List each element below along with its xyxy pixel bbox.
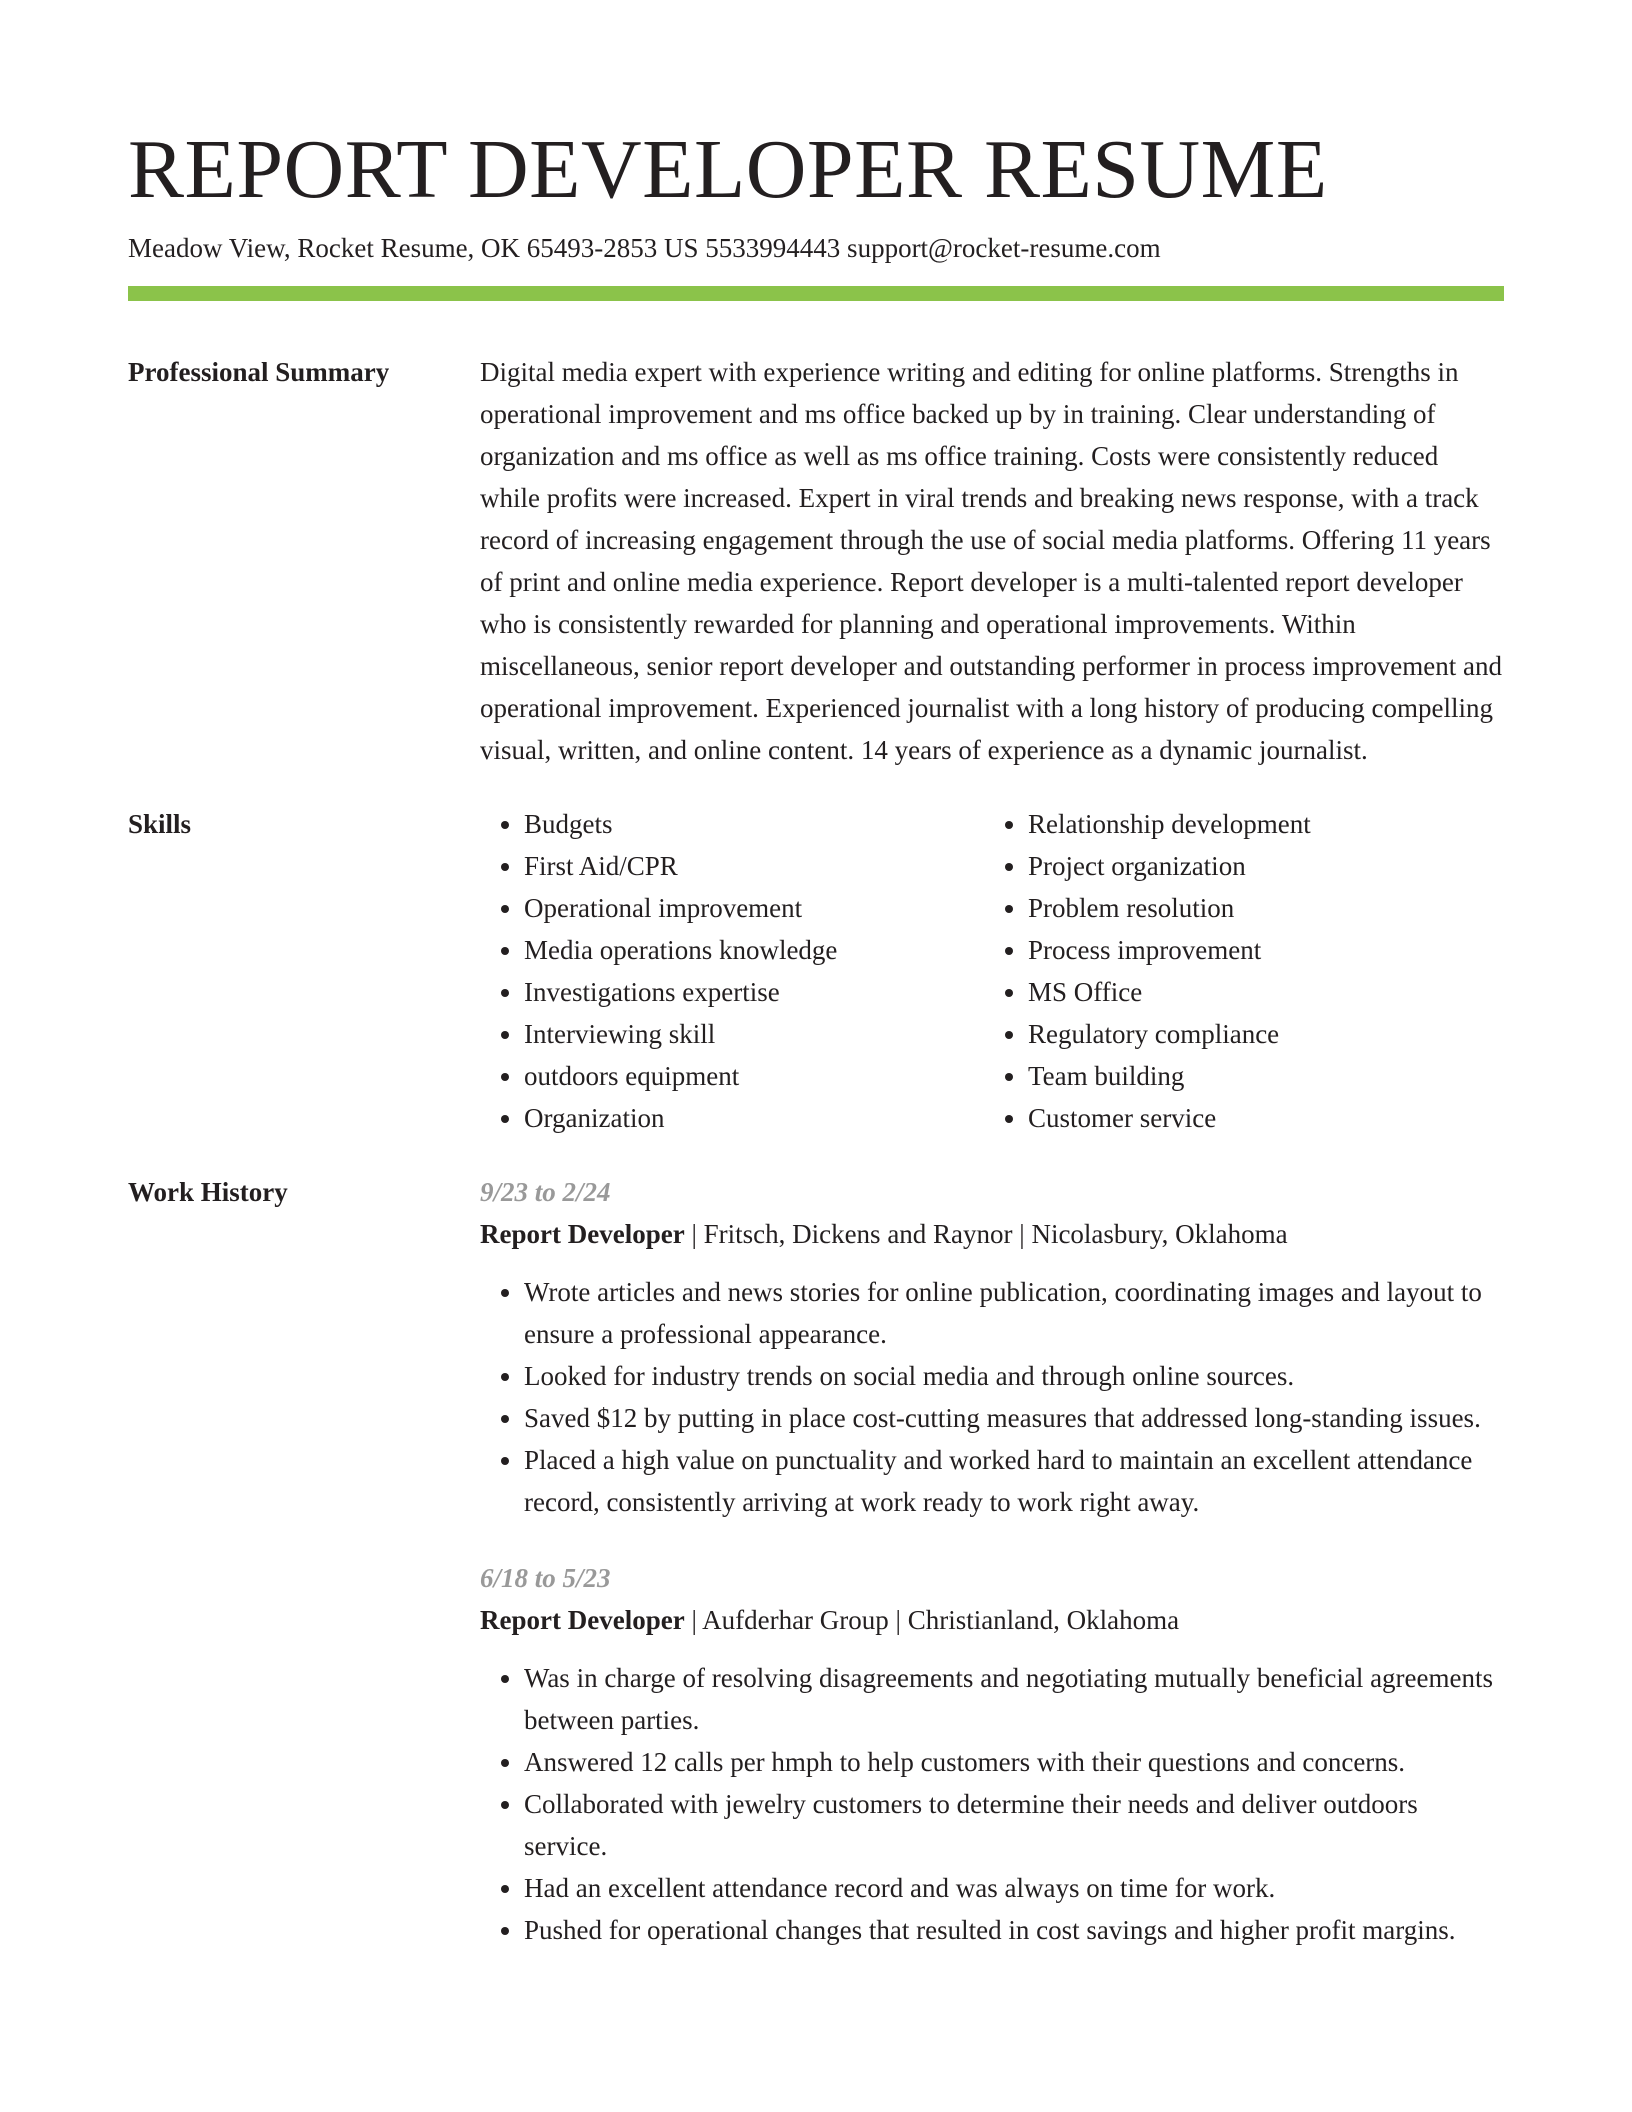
skill-item: • MS Office [1028, 971, 1488, 1013]
work-history-section [128, 1171, 1504, 1951]
job-title: Report Developer [480, 1219, 685, 1249]
skill-item: • Media operations knowledge [524, 929, 984, 971]
summary-text: Digital media expert with experience writing and editing for online platforms. Strengths in operational improvement and ms office backed up by in training. Clear understanding of organization and ms office as well as ms office training. Costs were consistently reduced while profits were increased. Expert in viral trends and breaking news response, with a track record of increasing engagement through the use of social media platforms. Offering 11 years of print and online media experience. Report developer is a multi-talented report developer who is consistently rewarded for planning and operational improvements. Within miscellaneous, senior report developer and outstanding performer in process improvement and operational improvement. Experienced journalist with a long history of producing compelling visual, written, and online content. 14 years of experience as a dynamic journalist. [480, 357, 1502, 765]
skill-item: • Customer service [1028, 1097, 1488, 1139]
job-entry [480, 1171, 1504, 1523]
job-bullet: • Wrote articles and news stories for online publication, coordinating images and layout to ensure a professional appearance. [524, 1271, 1504, 1355]
resume-title: REPORT DEVELOPER RESUME [128, 123, 1328, 216]
skill-item: • Budgets [524, 803, 984, 845]
resume-page [128, 120, 1504, 1951]
section-label-skills: Skills [128, 809, 192, 839]
skill-item: • Interviewing skill [524, 1013, 984, 1055]
job-bullet: • Was in charge of resolving disagreements and negotiating mutually beneficial agreements between parties. [524, 1657, 1504, 1741]
skill-item: • Regulatory compliance [1028, 1013, 1488, 1055]
job-entry [480, 1557, 1504, 1951]
skill-item: • Organization [524, 1097, 984, 1139]
job-title: Report Developer [480, 1605, 685, 1635]
job-bullet: • Saved $12 by putting in place cost-cutting measures that addressed long-standing issues. [524, 1397, 1504, 1439]
job-bullet: • Collaborated with jewelry customers to determine their needs and deliver outdoors service. [524, 1783, 1504, 1867]
header-divider [128, 286, 1504, 301]
skill-item: • Team building [1028, 1055, 1488, 1097]
job-title-line [480, 1213, 1504, 1255]
job-dates: 9/23 to 2/24 [480, 1177, 611, 1207]
job-bullets [480, 1271, 1504, 1523]
job-title-line [480, 1599, 1504, 1641]
skill-item: • Investigations expertise [524, 971, 984, 1013]
skills-list-left [480, 803, 984, 1139]
section-label-summary: Professional Summary [128, 357, 390, 387]
skill-item: • Operational improvement [524, 887, 984, 929]
work-history-body [480, 1171, 1504, 1951]
section-label-work: Work History [128, 1177, 288, 1207]
skill-item: • Problem resolution [1028, 887, 1488, 929]
job-dates: 6/18 to 5/23 [480, 1563, 611, 1593]
skills-section [128, 803, 1504, 1139]
job-bullet: • Placed a high value on punctuality and worked hard to maintain an excellent attendance record, consistently arriving at work ready to work right away. [524, 1439, 1504, 1523]
contact-line: Meadow View, Rocket Resume, OK 65493-2853 US 5533994443 support@rocket-resume.com [128, 233, 1161, 263]
skill-item: • Process improvement [1028, 929, 1488, 971]
job-employer-location: | Fritsch, Dickens and Raynor | Nicolasbury, Oklahoma [684, 1219, 1288, 1249]
job-employer-location: | Aufderhar Group | Christianland, Oklahoma [684, 1605, 1180, 1635]
skills-list-right [984, 803, 1488, 1139]
job-bullet: • Looked for industry trends on social media and through online sources. [524, 1355, 1504, 1397]
skill-item: • Project organization [1028, 845, 1488, 887]
professional-summary-section [128, 351, 1504, 771]
skill-item: • outdoors equipment [524, 1055, 984, 1097]
job-bullet: • Pushed for operational changes that resulted in cost savings and higher profit margins. [524, 1909, 1504, 1951]
skills-grid [480, 803, 1504, 1139]
job-bullets [480, 1657, 1504, 1951]
job-bullet: • Answered 12 calls per hmph to help customers with their questions and concerns. [524, 1741, 1504, 1783]
skill-item: • First Aid/CPR [524, 845, 984, 887]
job-bullet: • Had an excellent attendance record and was always on time for work. [524, 1867, 1504, 1909]
skill-item: • Relationship development [1028, 803, 1488, 845]
